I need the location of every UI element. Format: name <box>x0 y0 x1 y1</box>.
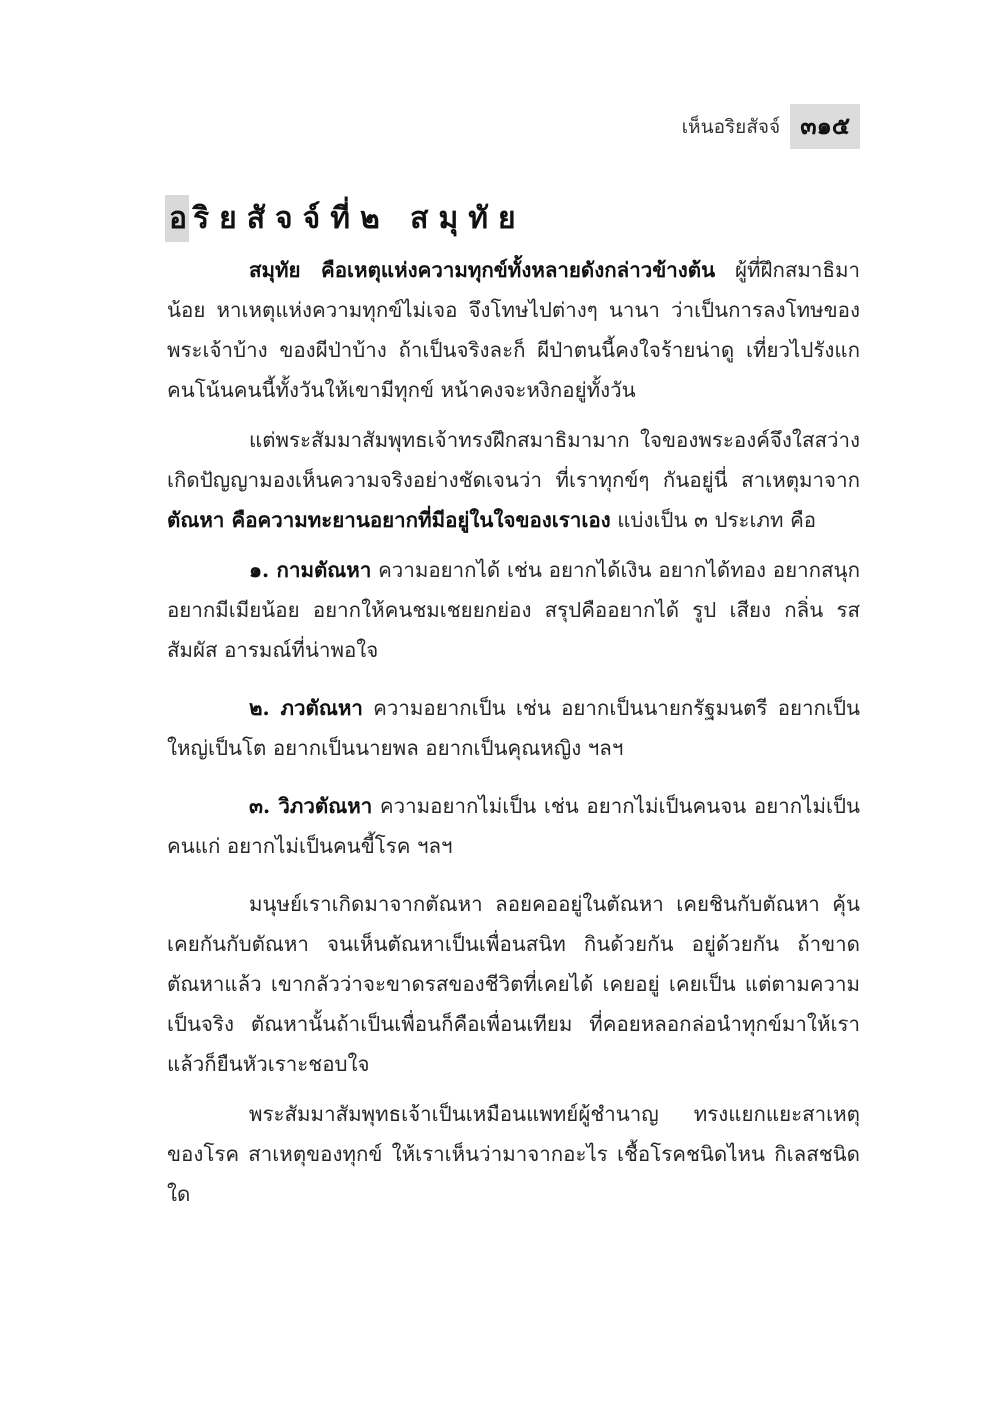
paragraph-tanha <box>167 420 860 540</box>
paragraph-lead: สมุทัย คือเหตุแห่งความทุกข์ทั้งหลายดังกล่าวข้างต้น <box>249 258 716 282</box>
paragraph-text: แต่พระสัมมาสัมพุทธเจ้าทรงฝึกสมาธิมามาก ใจของพระองค์จึงใสสว่าง เกิดปัญญามองเห็นความจริงอย่างชัดเจนว่า ที่เราทุกข์ๆ กันอยู่นี่ สาเหตุมาจาก <box>167 428 860 492</box>
list-item-lead: ๒. ภวตัณหา <box>249 696 363 720</box>
paragraph-samutthai <box>167 250 860 410</box>
body-text <box>167 250 860 1224</box>
list-item-text: ความอยากไม่เป็น เช่น อยากไม่เป็นคนจน อยากไม่เป็นคนแก่ อยากไม่เป็นคนขี้โรค ฯลฯ <box>167 794 860 858</box>
chapter-heading <box>165 195 526 242</box>
list-item-text: ความอยากได้ เช่น อยากได้เงิน อยากได้ทอง อยากสนุก อยากมีเมียน้อย อยากให้คนชมเชยยกย่อง สรุปคืออยากได้ รูป เสียง กลิ่น รส สัมผัส อารมณ์ที่น่าพอใจ <box>167 558 860 662</box>
list-item-text: ความอยากเป็น เช่น อยากเป็นนายกรัฐมนตรี อยากเป็นใหญ่เป็นโต อยากเป็นนายพล อยากเป็นคุณหญิง ฯลฯ <box>167 696 860 760</box>
running-title: เห็นอริยสัจจ์ <box>681 115 781 138</box>
paragraph-text: ผู้ที่ฝึกสมาธิมาน้อย หาเหตุแห่งความทุกข์ไม่เจอ จึงโทษไปต่างๆ นานา ว่าเป็นการลงโทษของพระเจ้าบ้าง ของผีป่าบ้าง ถ้าเป็นจริงละก็ ผีป่าตนนี้คงใจร้ายน่าดู เที่ยวไปรังแกคนโน้นคนนี้ทั้งวันให้เขามีทุกข์ หน้าคงจะหงิกอยู่ทั้งวัน <box>167 258 860 402</box>
paragraph-doctor: พระสัมมาสัมพุทธเจ้าเป็นเหมือนแพทย์ผู้ชำนาญ ทรงแยกแยะสาเหตุของโรค สาเหตุของทุกข์ ให้เราเห็นว่ามาจากอะไร เชื้อโรคชนิดไหน กิเลสชนิดใด <box>167 1102 860 1206</box>
paragraph-human-tanha: มนุษย์เราเกิดมาจากตัณหา ลอยคออยู่ในตัณหา เคยชินกับตัณหา คุ้นเคยกันกับตัณหา จนเห็นตัณหาเป็นเพื่อนสนิท กินด้วยกัน อยู่ด้วยกัน ถ้าขาดตัณหาแล้ว เขากลัวว่าจะขาดรสของชีวิตที่เคยได้ เคยอยู่ เคยเป็น แต่ตามความเป็นจริง ตัณหานั้นถ้าเป็นเพื่อนก็คือเพื่อนเทียม ที่คอยหลอกล่อนำทุกข์มาให้เราแล้วก็ยืนหัวเราะชอบใจ <box>167 892 860 1076</box>
chapter-heading-text: ริยสัจจ์ที่๒ สมุทัย <box>193 201 526 236</box>
list-item-vibhava-tanha <box>167 786 860 866</box>
list-item-lead: ๑. กามตัณหา <box>249 558 372 582</box>
list-item-lead: ๓. วิภวตัณหา <box>249 794 373 818</box>
running-header <box>682 104 860 149</box>
page-number: ๓๑๕ <box>790 104 860 149</box>
paragraph-text: แบ่งเป็น ๓ ประเภท คือ <box>610 508 817 532</box>
chapter-heading-initial: อ <box>165 195 189 242</box>
list-item-kama-tanha <box>167 550 860 670</box>
list-item-bhava-tanha <box>167 688 860 768</box>
paragraph-emphasis: ตัณหา คือความทะยานอยากที่มีอยู่ในใจของเราเอง <box>167 508 611 532</box>
